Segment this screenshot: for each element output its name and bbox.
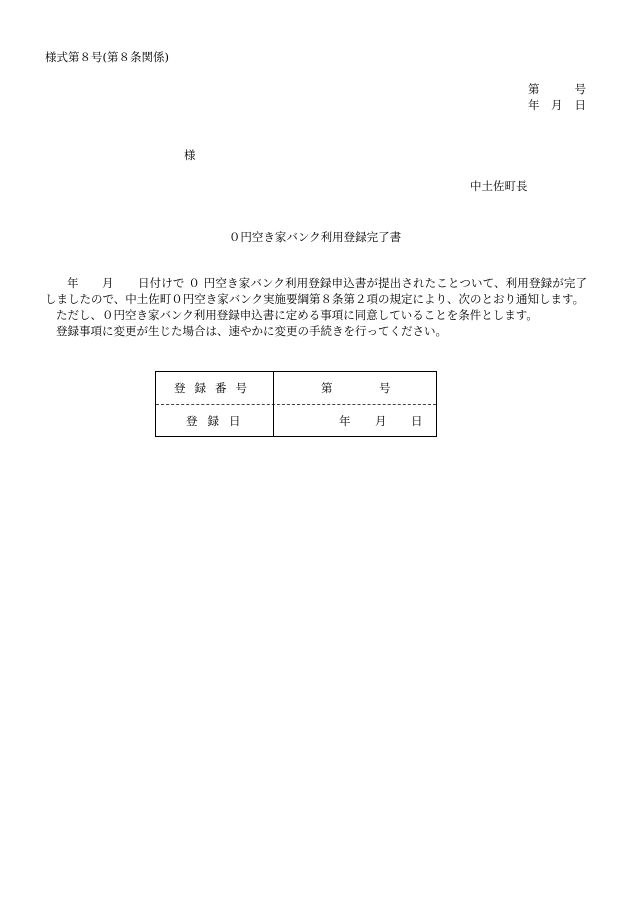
registration-date-year: 年 — [339, 414, 351, 428]
registration-date-row — [156, 405, 436, 437]
registration-number-row — [156, 372, 436, 405]
issuer-name: 中土佐町長 — [470, 179, 528, 193]
registration-date-month: 月 — [375, 414, 387, 428]
document-number-suffix: 号 — [574, 82, 586, 96]
body-line-3: ただし、０円空き家バンク利用登録申込書に定める事項に同意していることを条件とします。 — [56, 308, 538, 322]
registration-number-prefix: 第 — [321, 381, 333, 395]
table-divider — [273, 372, 274, 436]
document-date-day: 日 — [574, 98, 586, 112]
registration-table — [155, 371, 437, 437]
registration-number-label: 登録番号 — [174, 381, 256, 395]
document-number-prefix: 第 — [528, 82, 540, 96]
body-line-2: しましたので、中土佐町０円空き家バンク実施要綱第８条第２項の規定により、次のとおり通知します。 — [45, 292, 585, 306]
registration-date-day: 日 — [411, 414, 423, 428]
recipient-honorific: 様 — [184, 148, 196, 162]
body-line-1-year: 年 — [67, 276, 79, 290]
document-date-year: 年 — [528, 98, 540, 112]
registration-number-suffix: 号 — [379, 381, 391, 395]
body-line-4: 登録事項に変更が生じた場合は、速やかに変更の手続きを行ってください。 — [56, 324, 447, 338]
form-number: 様式第８号(第８条関係) — [45, 50, 169, 64]
body-line-1-month: 月 — [102, 276, 114, 290]
body-line-1-text: 日付けで ０ 円空き家バンク利用登録申込書が提出されたことついて、利用登録が完了 — [138, 276, 587, 290]
registration-date-label: 登録日 — [186, 414, 251, 428]
document-date-month: 月 — [551, 98, 563, 112]
document-title: ０円空き家バンク利用登録完了書 — [228, 230, 402, 244]
